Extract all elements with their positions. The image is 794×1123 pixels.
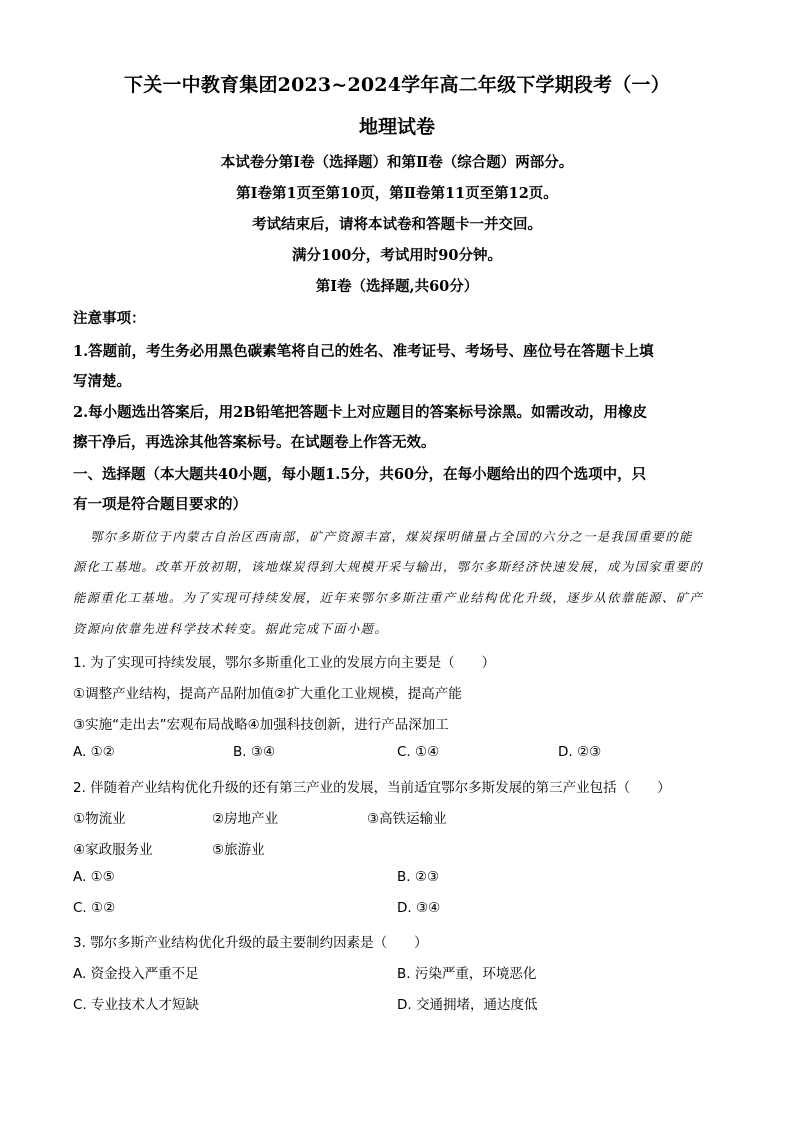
statement: ④家政服务业 — [73, 842, 153, 858]
option-a[interactable]: A. 资金投入严重不足 — [73, 966, 199, 982]
question-1-statements: ①调整产业结构，提高产品附加值②扩大重化工业规模，提高产能 — [73, 686, 462, 702]
option-d[interactable]: D. ②③ — [558, 744, 602, 760]
notes-heading: 注意事项： — [73, 310, 146, 327]
question-2-stem: 2. 伴随着产业结构优化升级的还有第三产业的发展，当前适宜鄂尔多斯发展的第三产业包括（ ） — [73, 780, 671, 796]
option-d[interactable]: D. ③④ — [397, 900, 441, 916]
passage-line: 源化工基地。改革开放初期，该地煤炭得到大规模开采与输出，鄂尔多斯经济快速发展，成为国家重要的 — [73, 560, 704, 574]
statement: ③高铁运输业 — [367, 811, 447, 827]
option-c[interactable]: C. ①④ — [397, 744, 440, 760]
intro-line: 本试卷分第Ⅰ卷（选择题）和第Ⅱ卷（综合题）两部分。 — [220, 154, 574, 171]
passage-line: 资源向依靠先进科学技术转变。据此完成下面小题。 — [73, 622, 389, 636]
part-heading: 第Ⅰ卷（选择题,共60分） — [315, 278, 479, 295]
option-c[interactable]: C. 专业技术人才短缺 — [73, 997, 200, 1013]
statement: ⑤旅游业 — [212, 842, 265, 858]
section-heading-cont: 有一项是符合题目要求的） — [73, 496, 247, 513]
question-3-stem: 3. 鄂尔多斯产业结构优化升级的最主要制约因素是（ ） — [73, 935, 428, 951]
note-item-2: 2.每小题选出答案后，用2B铅笔把答题卡上对应题目的答案标号涂黑。如需改动，用橡皮 — [73, 404, 647, 421]
statement: ②房地产业 — [212, 811, 279, 827]
option-b[interactable]: B. ③④ — [233, 744, 276, 760]
exam-title: 下关一中教育集团2023~2024学年高二年级下学期段考（一） — [124, 74, 670, 96]
intro-line: 考试结束后，请将本试卷和答题卡一并交回。 — [252, 216, 542, 233]
question-1-stem: 1. 为了实现可持续发展，鄂尔多斯重化工业的发展方向主要是（ ） — [73, 655, 496, 671]
passage-line: 鄂尔多斯位于内蒙古自治区西南部，矿产资源丰富，煤炭探明储量占全国的六分之一是我国重要的能 — [90, 530, 693, 544]
note-item-1: 1.答题前，考生务必用黑色碳素笔将自己的姓名、准考证号、考场号、座位号在答题卡上填 — [73, 343, 654, 360]
option-a[interactable]: A. ①② — [73, 744, 115, 760]
question-1-statements: ③实施“走出去”宏观布局战略④加强科技创新，进行产品深加工 — [73, 717, 449, 733]
option-b[interactable]: B. ②③ — [397, 869, 440, 885]
intro-line: 第Ⅰ卷第1页至第10页，第Ⅱ卷第11页至第12页。 — [236, 185, 558, 202]
statement: ①物流业 — [73, 811, 126, 827]
subject-title: 地理试卷 — [358, 116, 435, 138]
note-item-2-cont: 擦干净后，再选涂其他答案标号。在试题卷上作答无效。 — [73, 434, 436, 451]
note-item-1-cont: 写清楚。 — [73, 373, 131, 390]
passage-line: 能源重化工基地。为了实现可持续发展，近年来鄂尔多斯注重产业结构优化升级，逐步从依靠能源、矿产 — [73, 591, 704, 605]
option-d[interactable]: D. 交通拥堵，通达度低 — [397, 997, 538, 1013]
intro-line: 满分100分，考试用时90分钟。 — [292, 247, 502, 264]
option-a[interactable]: A. ①⑤ — [73, 869, 115, 885]
option-b[interactable]: B. 污染严重，环境恶化 — [397, 966, 537, 982]
section-heading: 一、选择题（本大题共40小题，每小题1.5分，共60分，在每小题给出的四个选项中，只 — [73, 466, 647, 483]
option-c[interactable]: C. ①② — [73, 900, 116, 916]
